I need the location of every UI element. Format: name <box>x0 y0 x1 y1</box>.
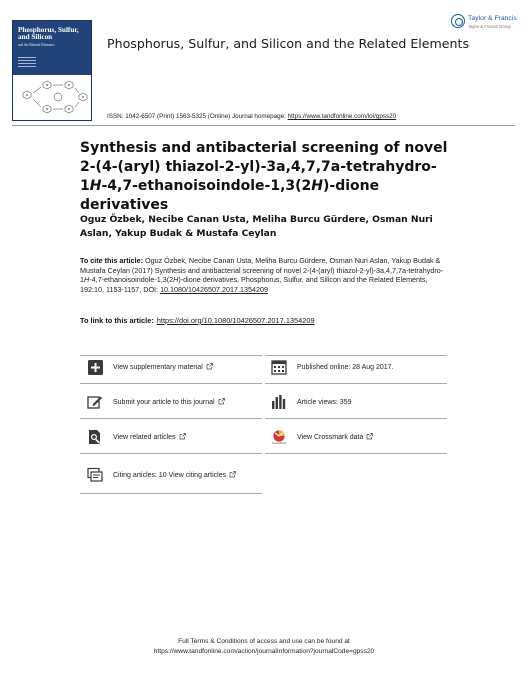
link-label: To link to this article: <box>80 316 154 325</box>
divider-right-3 <box>265 418 447 419</box>
citation-italic-1: H <box>84 275 90 285</box>
publisher-logo-icon <box>451 14 465 28</box>
article-link-line <box>80 316 315 325</box>
bar-chart-icon <box>270 393 288 411</box>
cover-reaction-scheme <box>13 75 92 121</box>
published-online-info <box>270 357 394 377</box>
citation-doi-link[interactable]: 10.1080/10426507.2017.1354209 <box>160 284 268 294</box>
calendar-icon <box>270 358 288 376</box>
related-articles-link[interactable] <box>86 427 186 447</box>
divider-left-1 <box>80 355 262 356</box>
citing-articles-label <box>113 471 236 479</box>
submit-article-link[interactable] <box>86 392 225 412</box>
crossmark-label <box>297 433 373 441</box>
cover-text-lines <box>18 57 36 69</box>
cover-subtitle: and the Related Elements <box>18 42 55 47</box>
citation-block <box>80 256 446 294</box>
external-link-icon <box>206 363 213 370</box>
citing-articles-icon <box>86 466 104 484</box>
journal-name: Phosphorus, Sulfur, and Silicon and the Related Elements <box>107 36 470 51</box>
divider-left-2 <box>80 383 262 384</box>
supplementary-label <box>113 363 213 371</box>
citing-articles-link[interactable] <box>86 465 236 485</box>
external-link-icon <box>366 433 373 440</box>
divider-left-3 <box>80 418 262 419</box>
citing-articles-text: Citing articles: 10 View citing articles <box>113 472 227 479</box>
publisher-name: Taylor & Francis <box>468 15 517 22</box>
cover-title: Phosphorus, Sulfur, and Silicon <box>18 26 79 42</box>
document-search-icon <box>86 428 104 446</box>
title-part-3: )-dione derivatives <box>80 178 380 213</box>
issn-text: ISSN: 1042-6507 (Print) 1563-5325 (Online) Journal homepage: <box>107 113 286 120</box>
title-part-2: -4,7-ethanoisoindole-1,3(2 <box>101 178 312 194</box>
related-articles-text: View related articles <box>113 434 176 441</box>
external-link-icon <box>218 398 225 405</box>
divider-right-2 <box>265 383 447 384</box>
divider-right-1 <box>265 355 447 356</box>
article-authors: Oguz Özbek, Necibe Canan Usta, Meliha Burcu Gürdere, Osman Nuri Aslan, Yakup Budak & Mustafa Ceylan <box>80 214 433 239</box>
citation-text-1: Oguz Özbek, Necibe Canan Usta, Meliha Burcu Gürdere, Osman Nuri Aslan, Yakup Budak & Mustafa Ceylan (2017) Synthesis and antibacterial screening of novel 2-(4-(aryl) thiazol-2-yl)-3a,4,7,7a-tetrahydro-1 <box>80 256 444 285</box>
cover-heading <box>13 21 91 47</box>
published-online-text: Published online: 28 Aug 2017. <box>297 363 394 371</box>
footer <box>0 637 528 656</box>
journal-homepage-link[interactable]: https://www.tandfonline.com/loi/gpss20 <box>287 113 397 120</box>
submit-label <box>113 398 225 406</box>
issn-line <box>107 113 396 120</box>
supplementary-plus-icon <box>86 358 104 376</box>
citation-label: To cite this article: <box>80 256 143 265</box>
publisher-tagline: Taylor & Francis Group <box>468 24 511 29</box>
citation-text-3: )-dione derivatives, Phosphorus, Sulfur, and Silicon and the Related Elements, 192:10, 1153-1157, DOI: <box>80 275 428 294</box>
footer-terms-text: Full Terms & Conditions of access and use can be found at <box>178 638 350 645</box>
crossmark-icon <box>270 428 288 446</box>
supplementary-material-link[interactable] <box>86 357 213 377</box>
article-views-info <box>270 392 351 412</box>
crossmark-link[interactable] <box>270 427 373 447</box>
title-italic-1: H <box>89 178 102 194</box>
submit-text: Submit your article to this journal <box>113 399 215 406</box>
header-divider <box>12 125 515 126</box>
divider-left-5 <box>80 493 262 494</box>
article-title <box>80 139 450 215</box>
footer-terms-link[interactable]: https://www.tandfonline.com/action/journalInformation?journalCode=gpss20 <box>153 647 375 655</box>
publisher-logo[interactable] <box>451 14 521 32</box>
crossmark-logo <box>273 430 285 442</box>
divider-left-4 <box>80 453 262 454</box>
title-italic-2: H <box>311 178 323 194</box>
edit-icon <box>86 393 104 411</box>
external-link-icon <box>229 471 236 478</box>
article-doi-link[interactable]: https://doi.org/10.1080/10426507.2017.1354209 <box>156 316 315 325</box>
title-part-1: Synthesis and antibacterial screening of novel 2-(4-(aryl) thiazol-2-yl)-3a,4,7,7a-tetrahydro-1 <box>80 140 448 194</box>
external-link-icon <box>179 433 186 440</box>
crossmark-caption: CrossMark <box>271 440 287 445</box>
supplementary-text: View supplementary material <box>113 364 203 371</box>
divider-right-4 <box>265 453 447 454</box>
article-views-text: Article views: 359 <box>297 398 352 406</box>
journal-cover[interactable] <box>12 20 92 121</box>
crossmark-text: View Crossmark data <box>297 434 364 441</box>
citation-italic-2: H <box>173 275 179 285</box>
reaction-scheme-drawing <box>13 75 92 121</box>
related-articles-label <box>113 433 186 441</box>
citation-text-2: -4,7-ethanoisoindole-1,3(2 <box>89 275 174 285</box>
